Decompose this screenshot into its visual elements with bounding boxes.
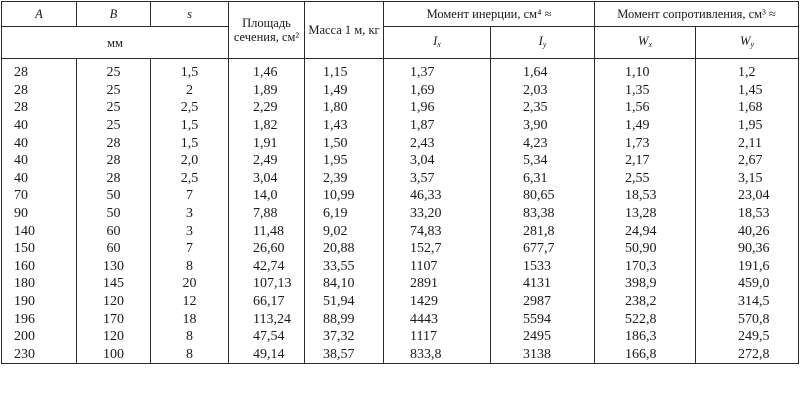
cell-wx: 1,56	[595, 99, 696, 117]
cell-area: 1,91	[229, 134, 305, 152]
cell-a: 140	[2, 222, 77, 240]
cell-wx: 1,49	[595, 117, 696, 135]
cell-b: 130	[77, 258, 151, 276]
cell-mass: 33,55	[305, 258, 384, 276]
cell-area: 2,49	[229, 152, 305, 170]
wx-symbol: W	[638, 33, 649, 48]
cell-area: 11,48	[229, 222, 305, 240]
cell-s: 2	[151, 82, 229, 100]
cell-wx: 1,35	[595, 82, 696, 100]
cell-iy: 1,64	[491, 59, 595, 82]
header-wx	[595, 27, 696, 59]
cell-a: 70	[2, 187, 77, 205]
cell-iy: 2987	[491, 293, 595, 311]
cell-wx: 398,9	[595, 275, 696, 293]
header-b: B	[77, 2, 151, 27]
cell-s: 1,5	[151, 117, 229, 135]
table-header	[2, 2, 799, 59]
cell-iy: 83,38	[491, 205, 595, 223]
cell-area: 1,46	[229, 59, 305, 82]
cell-area: 49,14	[229, 346, 305, 364]
cell-wx: 1,73	[595, 134, 696, 152]
table-row	[2, 187, 799, 205]
cell-s: 2,5	[151, 170, 229, 188]
cell-iy: 4,23	[491, 134, 595, 152]
cell-wy: 23,04	[696, 187, 799, 205]
cell-b: 60	[77, 222, 151, 240]
header-area: Площадь сечения, см²	[229, 2, 305, 59]
header-wy	[696, 27, 799, 59]
cell-iy: 281,8	[491, 222, 595, 240]
table-body	[2, 59, 799, 364]
cell-area: 107,13	[229, 275, 305, 293]
cell-iy: 6,31	[491, 170, 595, 188]
cell-mass: 84,10	[305, 275, 384, 293]
table-row	[2, 170, 799, 188]
cell-b: 120	[77, 293, 151, 311]
cell-wy: 18,53	[696, 205, 799, 223]
header-ix	[384, 27, 491, 59]
cell-iy: 5,34	[491, 152, 595, 170]
cell-area: 14,0	[229, 187, 305, 205]
cell-mass: 1,43	[305, 117, 384, 135]
cell-ix: 1,69	[384, 82, 491, 100]
cell-wy: 2,11	[696, 134, 799, 152]
cell-ix: 2,43	[384, 134, 491, 152]
ix-symbol: I	[433, 33, 438, 48]
cell-wy: 272,8	[696, 346, 799, 364]
cell-wx: 1,10	[595, 59, 696, 82]
cell-a: 40	[2, 170, 77, 188]
cell-area: 3,04	[229, 170, 305, 188]
cell-wx: 166,8	[595, 346, 696, 364]
cell-s: 8	[151, 346, 229, 364]
cell-s: 3	[151, 205, 229, 223]
cell-mass: 1,15	[305, 59, 384, 82]
header-resistance: Момент сопротивления, см³ ≈	[595, 2, 799, 27]
cell-iy: 4131	[491, 275, 595, 293]
cell-s: 12	[151, 293, 229, 311]
cell-b: 28	[77, 152, 151, 170]
cell-b: 60	[77, 240, 151, 258]
cell-b: 25	[77, 82, 151, 100]
cell-iy: 5594	[491, 310, 595, 328]
cell-a: 230	[2, 346, 77, 364]
cell-ix: 1,96	[384, 99, 491, 117]
header-s: s	[151, 2, 229, 27]
iy-symbol: I	[538, 33, 543, 48]
cell-wy: 90,36	[696, 240, 799, 258]
cell-a: 28	[2, 99, 77, 117]
header-mass: Масса 1 м, кг	[305, 2, 384, 59]
table-row	[2, 82, 799, 100]
cell-a: 40	[2, 134, 77, 152]
cell-a: 180	[2, 275, 77, 293]
cell-wy: 1,2	[696, 59, 799, 82]
iy-subscript: y	[542, 39, 547, 49]
cell-a: 150	[2, 240, 77, 258]
cell-a: 196	[2, 310, 77, 328]
cell-wx: 2,17	[595, 152, 696, 170]
cell-ix: 74,83	[384, 222, 491, 240]
cell-wy: 249,5	[696, 328, 799, 346]
cell-ix: 33,20	[384, 205, 491, 223]
cell-mass: 1,80	[305, 99, 384, 117]
cell-s: 7	[151, 187, 229, 205]
cell-area: 1,89	[229, 82, 305, 100]
cell-area: 26,60	[229, 240, 305, 258]
cell-a: 190	[2, 293, 77, 311]
cell-area: 2,29	[229, 99, 305, 117]
cell-b: 50	[77, 187, 151, 205]
cell-iy: 677,7	[491, 240, 595, 258]
cell-mass: 1,49	[305, 82, 384, 100]
table-row	[2, 328, 799, 346]
wy-symbol: W	[740, 33, 751, 48]
cell-ix: 1117	[384, 328, 491, 346]
table-row	[2, 205, 799, 223]
cell-wy: 1,68	[696, 99, 799, 117]
cell-iy: 2,03	[491, 82, 595, 100]
table-row	[2, 134, 799, 152]
cell-a: 40	[2, 152, 77, 170]
cell-b: 28	[77, 134, 151, 152]
cell-ix: 3,57	[384, 170, 491, 188]
cell-ix: 3,04	[384, 152, 491, 170]
table-row	[2, 293, 799, 311]
cell-ix: 1,87	[384, 117, 491, 135]
cell-area: 7,88	[229, 205, 305, 223]
header-a: A	[2, 2, 77, 27]
cell-wy: 3,15	[696, 170, 799, 188]
cell-ix: 1429	[384, 293, 491, 311]
cell-b: 28	[77, 170, 151, 188]
cell-b: 25	[77, 99, 151, 117]
cell-b: 50	[77, 205, 151, 223]
cell-iy: 80,65	[491, 187, 595, 205]
cell-mass: 38,57	[305, 346, 384, 364]
table-row	[2, 310, 799, 328]
cell-ix: 2891	[384, 275, 491, 293]
cell-iy: 2,35	[491, 99, 595, 117]
cell-wy: 40,26	[696, 222, 799, 240]
cell-b: 25	[77, 117, 151, 135]
wy-subscript: y	[750, 39, 754, 49]
cell-mass: 51,94	[305, 293, 384, 311]
table-row	[2, 275, 799, 293]
cell-s: 8	[151, 328, 229, 346]
cell-a: 90	[2, 205, 77, 223]
cell-mass: 9,02	[305, 222, 384, 240]
header-inertia: Момент инерции, см⁴ ≈	[384, 2, 595, 27]
cell-a: 28	[2, 59, 77, 82]
cell-s: 20	[151, 275, 229, 293]
cell-iy: 1533	[491, 258, 595, 276]
cell-wx: 170,3	[595, 258, 696, 276]
cell-ix: 152,7	[384, 240, 491, 258]
cell-mass: 2,39	[305, 170, 384, 188]
cell-wy: 570,8	[696, 310, 799, 328]
cell-wx: 238,2	[595, 293, 696, 311]
cell-a: 40	[2, 117, 77, 135]
cell-area: 113,24	[229, 310, 305, 328]
cell-s: 3	[151, 222, 229, 240]
ix-subscript: x	[437, 39, 441, 49]
cell-wy: 459,0	[696, 275, 799, 293]
cell-wy: 2,67	[696, 152, 799, 170]
table-row	[2, 99, 799, 117]
cell-mass: 88,99	[305, 310, 384, 328]
cell-mass: 1,50	[305, 134, 384, 152]
cell-a: 160	[2, 258, 77, 276]
table-row	[2, 240, 799, 258]
cell-wx: 186,3	[595, 328, 696, 346]
cell-b: 145	[77, 275, 151, 293]
cell-iy: 3138	[491, 346, 595, 364]
cell-wx: 522,8	[595, 310, 696, 328]
cell-iy: 3,90	[491, 117, 595, 135]
table-row	[2, 152, 799, 170]
cell-s: 2,5	[151, 99, 229, 117]
cell-area: 66,17	[229, 293, 305, 311]
cell-mass: 20,88	[305, 240, 384, 258]
cell-wx: 2,55	[595, 170, 696, 188]
cell-b: 120	[77, 328, 151, 346]
cell-s: 8	[151, 258, 229, 276]
wx-subscript: x	[648, 39, 652, 49]
cell-s: 18	[151, 310, 229, 328]
cell-wy: 314,5	[696, 293, 799, 311]
cell-iy: 2495	[491, 328, 595, 346]
cell-mass: 37,32	[305, 328, 384, 346]
table-row	[2, 258, 799, 276]
cell-b: 100	[77, 346, 151, 364]
cell-mass: 1,95	[305, 152, 384, 170]
table-row	[2, 346, 799, 364]
cell-wy: 1,45	[696, 82, 799, 100]
cell-wx: 13,28	[595, 205, 696, 223]
cell-area: 1,82	[229, 117, 305, 135]
cell-b: 170	[77, 310, 151, 328]
cell-a: 28	[2, 82, 77, 100]
cell-wx: 18,53	[595, 187, 696, 205]
cell-ix: 1107	[384, 258, 491, 276]
cell-area: 42,74	[229, 258, 305, 276]
cell-s: 2,0	[151, 152, 229, 170]
cell-s: 1,5	[151, 134, 229, 152]
cell-ix: 833,8	[384, 346, 491, 364]
cell-mass: 10,99	[305, 187, 384, 205]
header-iy	[491, 27, 595, 59]
cell-mass: 6,19	[305, 205, 384, 223]
cell-wx: 24,94	[595, 222, 696, 240]
cell-a: 200	[2, 328, 77, 346]
cell-b: 25	[77, 59, 151, 82]
cell-ix: 1,37	[384, 59, 491, 82]
cell-ix: 46,33	[384, 187, 491, 205]
table-row	[2, 59, 799, 82]
cell-ix: 4443	[384, 310, 491, 328]
cell-wx: 50,90	[595, 240, 696, 258]
table-row	[2, 117, 799, 135]
cell-wy: 191,6	[696, 258, 799, 276]
table-row	[2, 222, 799, 240]
cell-area: 47,54	[229, 328, 305, 346]
cell-s: 7	[151, 240, 229, 258]
header-units-mm: мм	[2, 27, 229, 59]
profile-spec-table	[1, 1, 799, 364]
cell-s: 1,5	[151, 59, 229, 82]
cell-wy: 1,95	[696, 117, 799, 135]
